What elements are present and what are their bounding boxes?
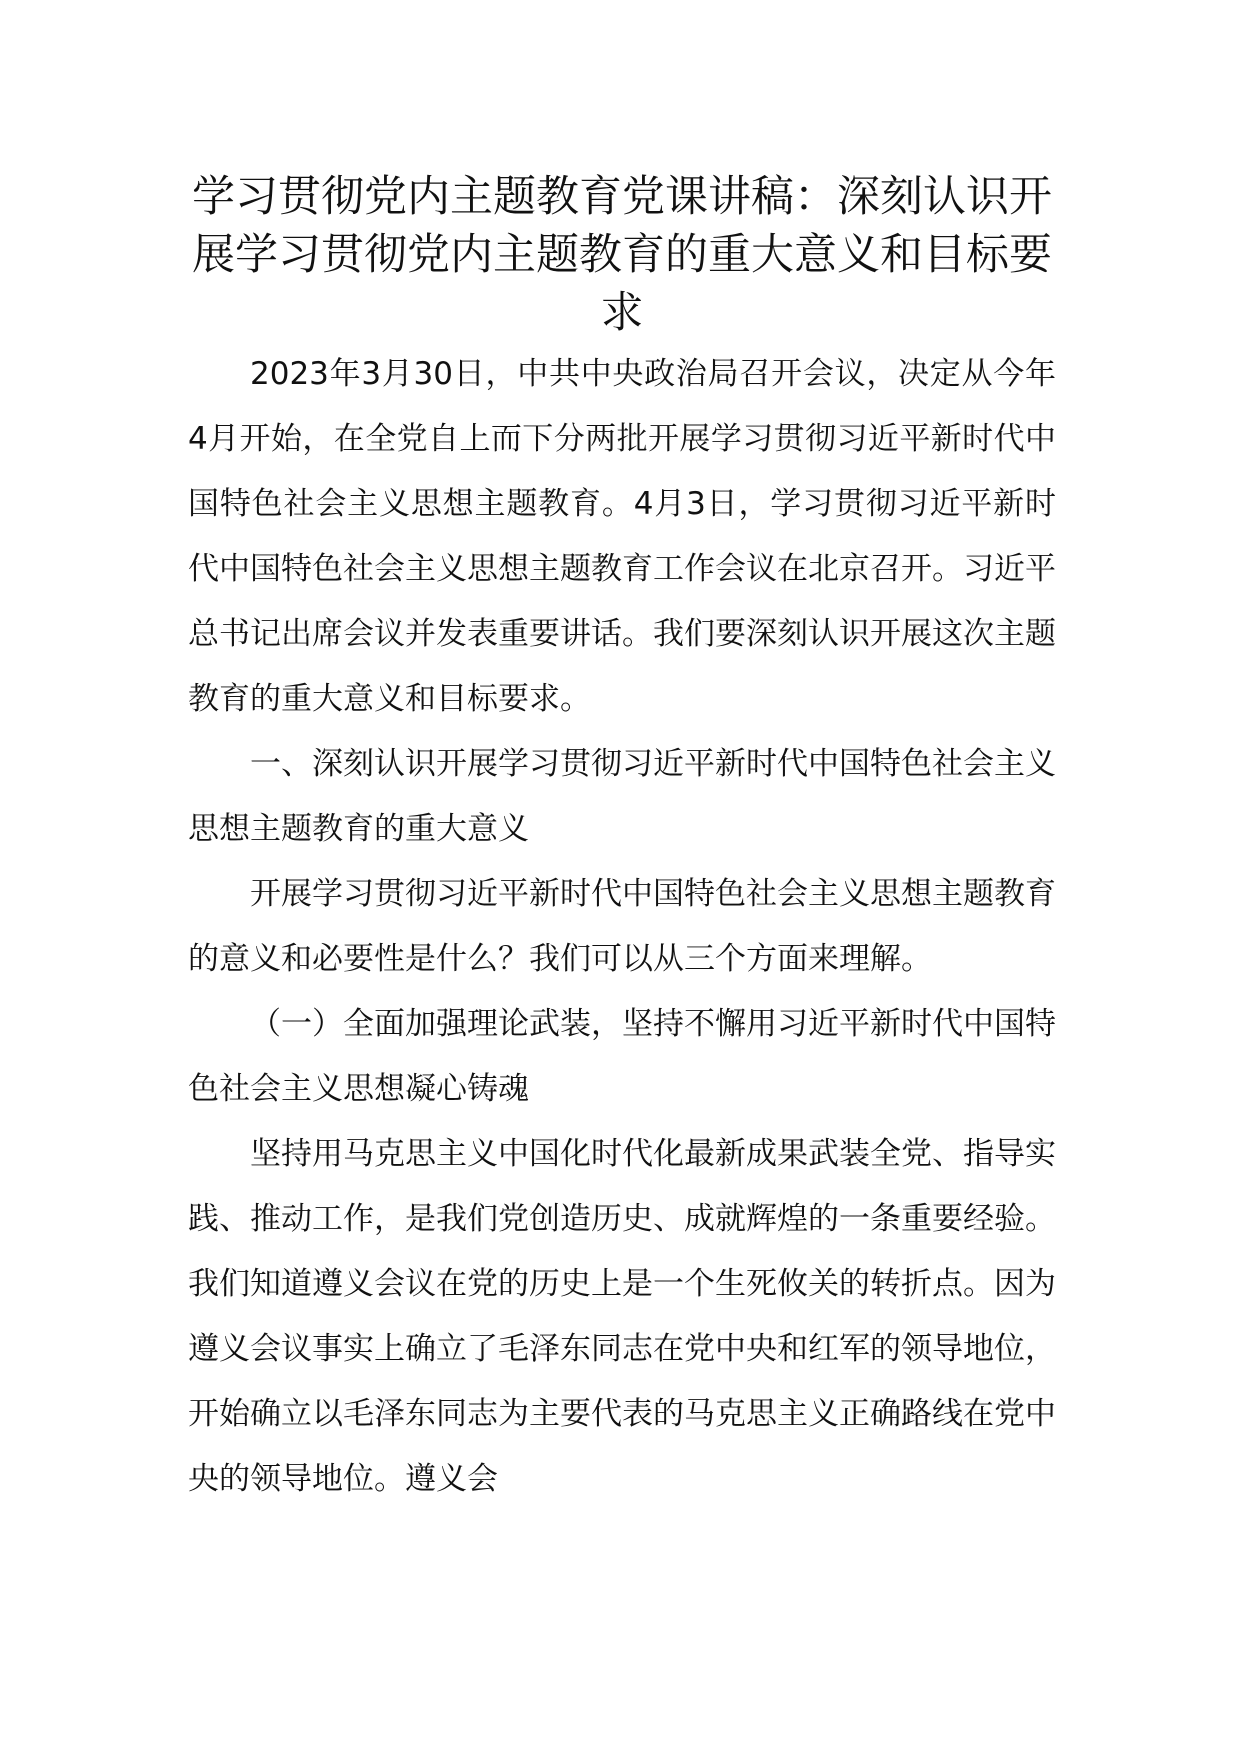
section-heading-1: 一、深刻认识开展学习贯彻习近平新时代中国特色社会主义思想主题教育的重大意义 <box>188 746 1056 847</box>
document-title: 学习贯彻党内主题教育党课讲稿：深刻认识开展学习贯彻党内主题教育的重大意义和目标要求 <box>192 172 1052 338</box>
document-body <box>188 168 1056 1512</box>
intro-paragraph: 2023年3月30日，中共中央政治局召开会议，决定从今年4月开始，在全党自上而下分两批开展学习贯彻习近平新时代中国特色社会主义思想主题教育。4月3日，学习贯彻习近平新时代中国特色社会主义思想主题教育工作会议在北京召开。习近平总书记出席会议并发表重要讲话。我们要深刻认识开展这次主题教育的重大意义和目标要求。 <box>188 356 1056 717</box>
subsection-paragraph-1: 坚持用马克思主义中国化时代化最新成果武装全党、指导实践、推动工作，是我们党创造历史、成就辉煌的一条重要经验。我们知道遵义会议在党的历史上是一个生死攸关的转折点。因为遵义会议事实上确立了毛泽东同志在党中央和红军的领导地位，开始确立以毛泽东同志为主要代表的马克思主义正确路线在党中央的领导地位。遵义会 <box>188 1136 1056 1497</box>
section-paragraph-1: 开展学习贯彻习近平新时代中国特色社会主义思想主题教育的意义和必要性是什么？我们可以从三个方面来理解。 <box>188 876 1056 977</box>
subsection-heading-1: （一）全面加强理论武装，坚持不懈用习近平新时代中国特色社会主义思想凝心铸魂 <box>188 1006 1056 1107</box>
